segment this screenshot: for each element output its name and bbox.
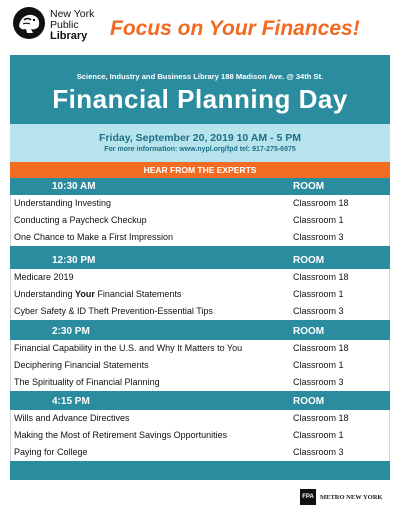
- session-time: 10:30 AM: [52, 181, 96, 192]
- session-row: [11, 286, 389, 303]
- session-row: [11, 212, 389, 229]
- room: Classroom 3: [293, 306, 344, 316]
- room-heading: ROOM: [293, 181, 325, 192]
- topic: Deciphering Financial Statements: [14, 360, 149, 370]
- topic: Conducting a Paycheck Checkup: [14, 215, 147, 225]
- topic: Wills and Advance Directives: [14, 413, 130, 423]
- topic: The Spirituality of Financial Planning: [14, 377, 160, 387]
- session-header: [10, 394, 390, 410]
- room: Classroom 18: [293, 413, 349, 423]
- room-heading: ROOM: [293, 255, 325, 266]
- session-header: [10, 324, 390, 340]
- lion-icon: [12, 6, 46, 40]
- topic-emphasis: Your: [75, 289, 95, 299]
- topic: Financial Capability in the U.S. and Why It Matters to You: [14, 343, 243, 353]
- topic-post: Financial Statements: [94, 289, 182, 299]
- session-block: [10, 179, 390, 246]
- session-row: [11, 374, 389, 391]
- session-block: [10, 324, 390, 391]
- room: Classroom 18: [293, 272, 349, 282]
- session-row: [11, 229, 389, 246]
- library-line3: Library: [50, 30, 88, 42]
- session-header: [10, 253, 390, 269]
- room-heading: ROOM: [293, 326, 325, 337]
- venue-line: Science, Industry and Business Library 188 Madison Ave. @ 34th St.: [76, 72, 324, 81]
- room: Classroom 1: [293, 360, 344, 370]
- room: Classroom 1: [293, 430, 344, 440]
- experts-heading: HEAR FROM THE EXPERTS: [10, 162, 390, 178]
- nypl-logo[interactable]: [12, 6, 112, 46]
- session-row: [11, 195, 389, 212]
- room: Classroom 18: [293, 343, 349, 353]
- topic: Cyber Safety & ID Theft Prevention-Essential Tips: [14, 306, 213, 316]
- topic: Medicare 2019: [14, 272, 74, 282]
- fpa-chapter: METRO NEW YORK: [320, 494, 383, 501]
- session-block: [10, 394, 390, 461]
- topic: Understanding Investing: [14, 198, 112, 208]
- contact-info: For more information: www.nypl.org/fpd tel: 917-275-6975: [104, 146, 296, 153]
- date-band: [10, 124, 390, 162]
- library-line1: New York: [50, 8, 95, 20]
- session-time: 12:30 PM: [52, 255, 96, 266]
- event-date: Friday, September 20, 2019 10 AM - 5 PM: [99, 132, 301, 144]
- room: Classroom 3: [293, 447, 344, 457]
- fpa-logo[interactable]: [300, 489, 390, 507]
- topic: Paying for College: [14, 447, 88, 457]
- session-row: [11, 357, 389, 374]
- event-title: Financial Planning Day: [52, 84, 348, 114]
- session-time: 4:15 PM: [52, 396, 90, 407]
- library-line2: Public: [50, 19, 79, 31]
- session-row: [11, 410, 389, 427]
- library-name: [50, 9, 94, 42]
- room: Classroom 18: [293, 198, 349, 208]
- fpa-mark: FPA: [300, 489, 316, 505]
- session-header: [10, 179, 390, 195]
- session-row: [11, 444, 389, 461]
- topic: Making the Most of Retirement Savings Opportunities: [14, 430, 228, 440]
- session-rows: [10, 410, 390, 461]
- session-rows: [10, 195, 390, 246]
- topic-pre: Understanding: [14, 289, 76, 299]
- session-row: [11, 303, 389, 320]
- room: Classroom 1: [293, 215, 344, 225]
- session-rows: [10, 269, 390, 320]
- topic: [14, 289, 181, 299]
- session-time: 2:30 PM: [52, 326, 90, 337]
- hero-banner: [10, 58, 390, 124]
- room: Classroom 3: [293, 377, 344, 387]
- page-header: [0, 0, 400, 52]
- room-heading: ROOM: [293, 396, 325, 407]
- session-rows: [10, 340, 390, 391]
- session-row: [11, 427, 389, 444]
- room: Classroom 1: [293, 289, 344, 299]
- session-row: [11, 269, 389, 286]
- room: Classroom 3: [293, 232, 344, 242]
- topic: One Chance to Make a First Impression: [14, 232, 174, 242]
- session-block: [10, 253, 390, 320]
- tagline: Focus on Your Finances!: [110, 17, 360, 40]
- session-row: [11, 340, 389, 357]
